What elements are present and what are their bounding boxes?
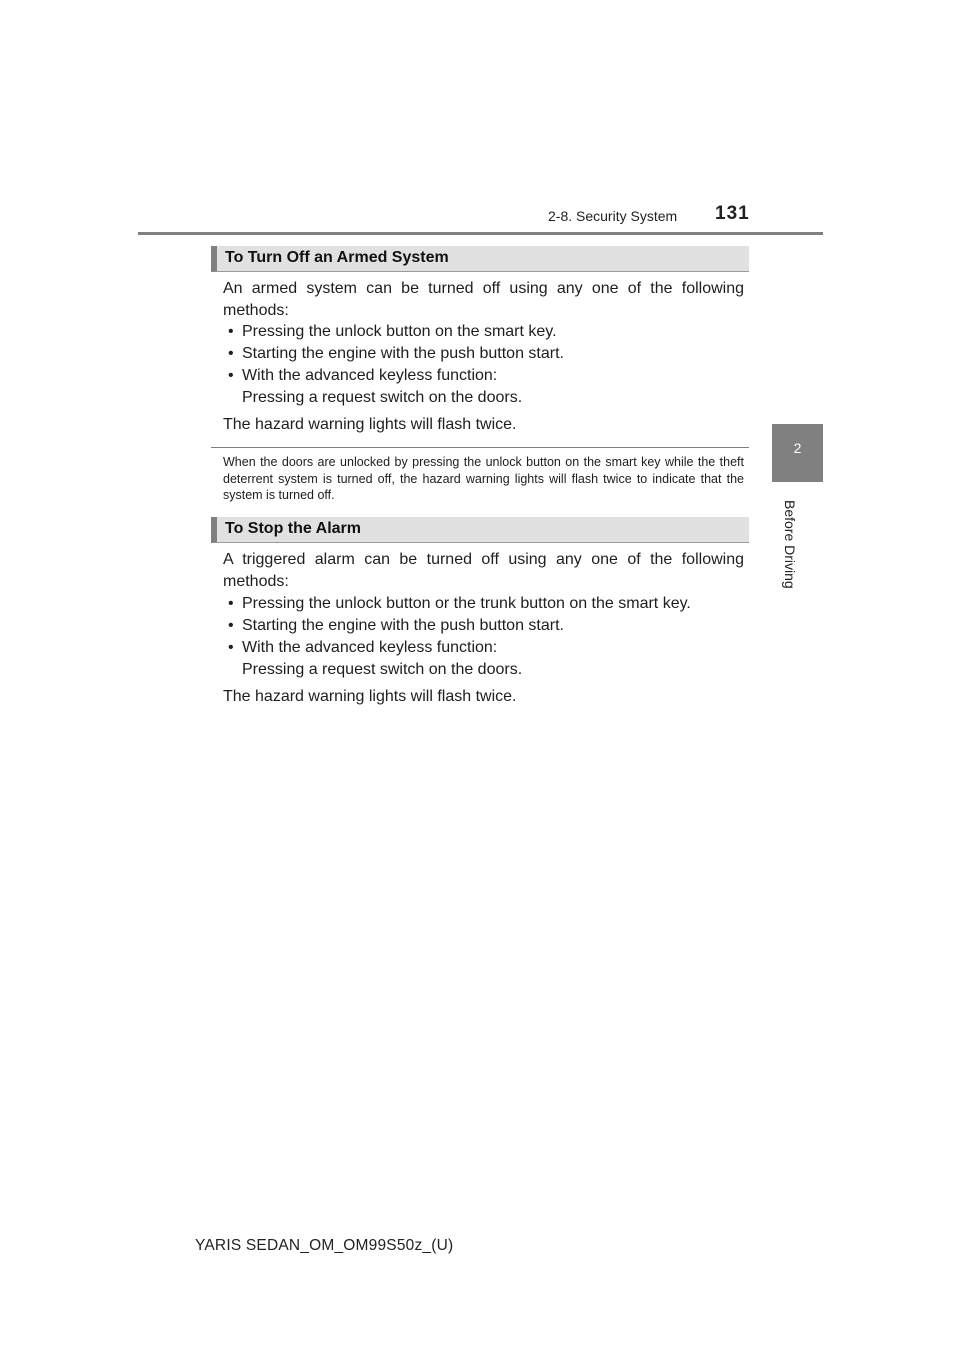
chapter-number: 2 xyxy=(793,440,802,456)
header-section-title: 2-8. Security System xyxy=(548,208,678,224)
chapter-label-text: Before Driving xyxy=(782,500,798,589)
section-heading-turn-off xyxy=(211,246,749,272)
closing-paragraph: The hazard warning lights will flash twice. xyxy=(223,688,517,705)
section-heading-text: To Stop the Alarm xyxy=(225,520,361,537)
section-heading-text: To Turn Off an Armed System xyxy=(225,249,449,266)
intro-paragraph: A triggered alarm can be turned off using any one of the following methods: xyxy=(223,551,744,590)
bullet-item: • Starting the engine with the push button start. xyxy=(228,345,564,362)
bullet-item: • With the advanced keyless function: xyxy=(228,367,498,384)
section-heading-stop-alarm xyxy=(211,517,749,543)
bullet-sub-line: Pressing a request switch on the doors. xyxy=(242,661,523,678)
page-number: 131 xyxy=(715,203,750,224)
bullet-sub-line: Pressing a request switch on the doors. xyxy=(242,389,523,406)
note-divider xyxy=(211,447,749,448)
header-divider xyxy=(138,232,823,235)
bullet-item: • Pressing the unlock button or the trunk button on the smart key. xyxy=(228,595,691,612)
chapter-label xyxy=(778,500,798,592)
footer-doc-id: YARIS SEDAN_OM_OM99S50z_(U) xyxy=(195,1237,454,1254)
bullet-item: • Starting the engine with the push button start. xyxy=(228,617,564,634)
bullet-item: • Pressing the unlock button on the smart key. xyxy=(228,323,557,340)
closing-paragraph: The hazard warning lights will flash twice. xyxy=(223,416,517,433)
chapter-tab xyxy=(772,424,823,482)
bullet-item: • With the advanced keyless function: xyxy=(228,639,498,656)
note-text: When the doors are unlocked by pressing the unlock button on the smart key while the theft deterrent system is turned off, the hazard warning lights will flash twice to indicate that the system is turned off. xyxy=(223,455,744,502)
intro-paragraph: An armed system can be turned off using any one of the following methods: xyxy=(223,280,744,319)
